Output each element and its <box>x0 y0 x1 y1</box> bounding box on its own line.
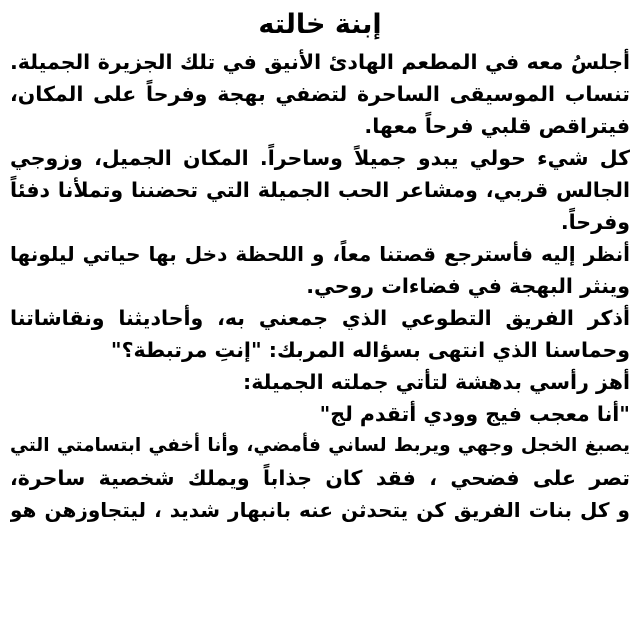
text-line: أذكر الفريق التطوعي الذي جمعني به، وأحاديثنا ونقاشاتنا <box>10 306 630 330</box>
text-line: وحماسنا الذي انتهى بسؤاله المربك: "إنتِ مرتبطة؟" <box>110 338 630 362</box>
text-line: فيتراقص قلبي فرحاً معها. <box>364 114 630 138</box>
text-line: أجلسُ معه في المطعم الهادئ الأنيق في تلك الجزيرة الجميلة. <box>10 50 630 74</box>
document-body <box>10 46 630 526</box>
text-line: "أنا معجب فيج وودي أتقدم لج" <box>319 402 630 426</box>
text-line: وفرحاً. <box>560 210 630 234</box>
document-title: إبنة خالته <box>258 9 382 40</box>
text-line: وينثر البهجة في فضاءات روحي. <box>306 274 630 298</box>
text-line: أهز رأسي بدهشة لتأتي جملته الجميلة: <box>243 370 630 394</box>
text-line: يصبغ الخجل وجهي ويربط لساني فأمضي، وأنا أخفي ابتسامتي التي <box>10 435 630 456</box>
text-line: كل شيء حولي يبدو جميلاً وساحراً. المكان الجميل، وزوجي <box>10 146 630 170</box>
text-line: تصر على فضحي ، فقد كان جذاباً ويملك شخصية ساحرة، <box>10 466 630 490</box>
text-line: الجالس قربي، ومشاعر الحب الجميلة التي تحضننا وتملأنا دفئاً <box>10 178 630 202</box>
text-line: أنظر إليه فأسترجع قصتنا معاً، و اللحظة دخل بها حياتي ليلونها <box>10 242 630 266</box>
text-line: و كل بنات الفريق كن يتحدثن عنه بانبهار شديد ، ليتجاوزهن هو <box>10 498 630 522</box>
text-line: تنساب الموسيقى الساحرة لتضفي بهجة وفرحاً على المكان، <box>10 82 630 106</box>
